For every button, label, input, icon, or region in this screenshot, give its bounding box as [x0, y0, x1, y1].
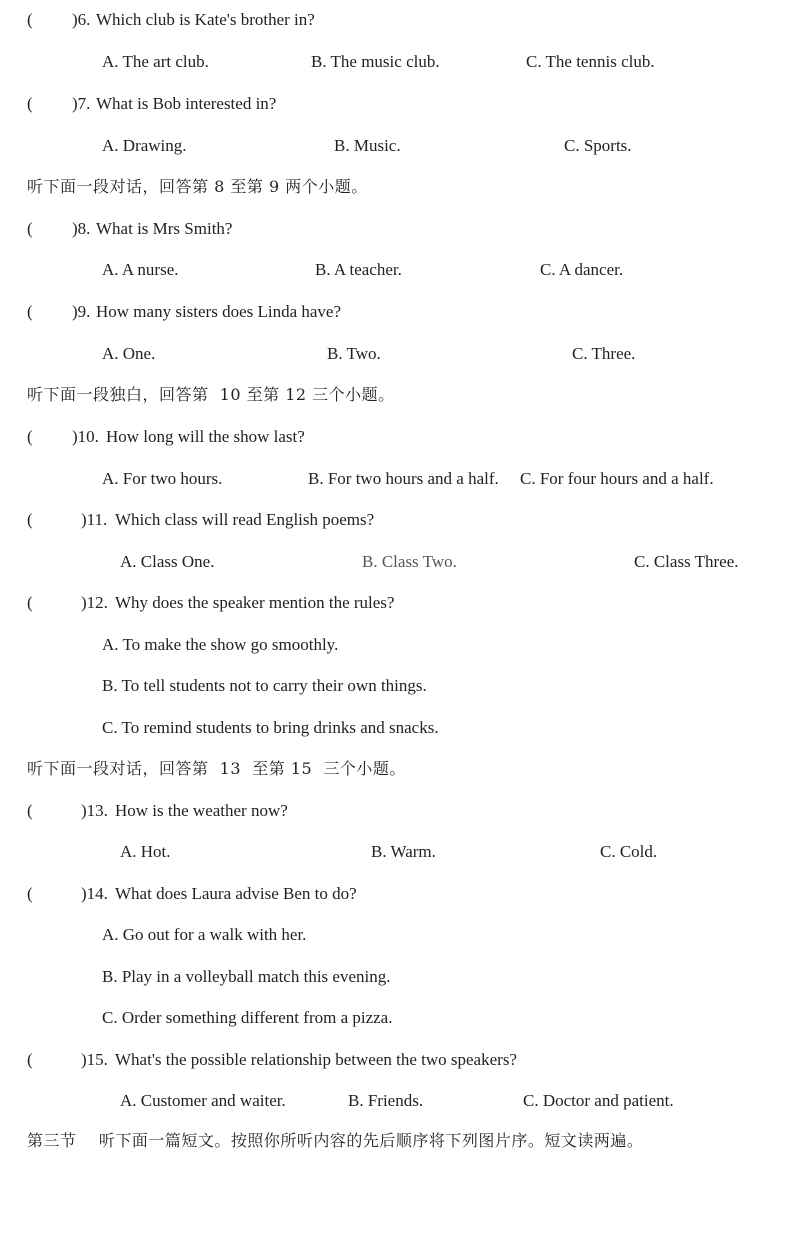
option-c: C. The tennis club.: [526, 52, 655, 71]
question-text: What is Mrs Smith?: [96, 219, 233, 238]
option-b: B. Music.: [334, 136, 401, 155]
option-a: A. Customer and waiter.: [120, 1091, 286, 1110]
option-c: C. Three.: [572, 344, 636, 363]
option-b: B. Friends.: [348, 1091, 424, 1110]
instruction-10-12: 听下面一段独白，回答第 10 至第 12 三个小题。: [27, 385, 395, 404]
option-a: A. Class One.: [120, 552, 215, 571]
option-c: C. Sports.: [564, 136, 632, 155]
question-number: )13.: [81, 801, 108, 820]
option-a: A. One.: [102, 344, 156, 363]
answer-blank-open: (: [27, 801, 33, 820]
option-c: C. Cold.: [600, 842, 658, 861]
question-text: What is Bob interested in?: [96, 94, 277, 113]
option-14-a: A. Go out for a walk with her.: [102, 925, 307, 944]
section-3-instruction: 第三节 听下面一篇短文。按照你所听内容的先后顺序将下列图片序。短文读两遍。: [27, 1131, 644, 1150]
option-b: B. For two hours and a half.: [308, 469, 499, 488]
option-b: B. Warm.: [371, 842, 436, 861]
answer-blank-open: (: [27, 1050, 33, 1069]
option-c: C. Class Three.: [634, 552, 739, 571]
answer-blank-open: (: [27, 10, 33, 29]
question-number: )6.: [72, 10, 91, 29]
option-c: C. Doctor and patient.: [523, 1091, 674, 1110]
question-number: )11.: [81, 510, 108, 529]
answer-blank-open: (: [27, 593, 33, 612]
option-b: B. A teacher.: [315, 260, 402, 279]
option-b: B. Two.: [327, 344, 381, 363]
question-number: )15.: [81, 1050, 108, 1069]
answer-blank-open: (: [27, 884, 33, 903]
question-text: What's the possible relationship between the two speakers?: [115, 1050, 517, 1069]
option-12-c: C. To remind students to bring drinks and snacks.: [102, 718, 439, 737]
question-number: )7.: [72, 94, 91, 113]
question-text: How long will the show last?: [106, 427, 305, 446]
option-c: C. A dancer.: [540, 260, 624, 279]
answer-blank-open: (: [27, 94, 33, 113]
answer-blank-open: (: [27, 219, 33, 238]
instruction-13-15: 听下面一段对话，回答第 13 至第 15 三个小题。: [27, 759, 406, 778]
option-14-c: C. Order something different from a pizza.: [102, 1008, 393, 1027]
question-number: )8.: [72, 219, 91, 238]
option-a: A. The art club.: [102, 52, 209, 71]
option-c: C. For four hours and a half.: [520, 469, 714, 488]
question-text: Which class will read English poems?: [115, 510, 375, 529]
option-12-a: A. To make the show go smoothly.: [102, 635, 339, 654]
option-b: B. The music club.: [311, 52, 440, 71]
question-text: How is the weather now?: [115, 801, 288, 820]
option-14-b: B. Play in a volleyball match this evening.: [102, 967, 391, 986]
question-number: )12.: [81, 593, 108, 612]
option-a: A. A nurse.: [102, 260, 179, 279]
option-12-b: B. To tell students not to carry their own things.: [102, 676, 427, 695]
question-number: )10.: [72, 427, 99, 446]
question-text: Why does the speaker mention the rules?: [115, 593, 395, 612]
answer-blank-open: (: [27, 302, 33, 321]
answer-blank-open: (: [27, 510, 33, 529]
option-a: A. Drawing.: [102, 136, 187, 155]
option-a: A. For two hours.: [102, 469, 223, 488]
question-text: What does Laura advise Ben to do?: [115, 884, 357, 903]
question-number: )9.: [72, 302, 91, 321]
instruction-8-9: 听下面一段对话，回答第 8 至第 9 两个小题。: [27, 177, 368, 196]
question-text: How many sisters does Linda have?: [96, 302, 342, 321]
question-number: )14.: [81, 884, 108, 903]
option-a: A. Hot.: [120, 842, 171, 861]
option-b: B. Class Two.: [362, 552, 457, 571]
answer-blank-open: (: [27, 427, 33, 446]
question-text: Which club is Kate's brother in?: [96, 10, 315, 29]
